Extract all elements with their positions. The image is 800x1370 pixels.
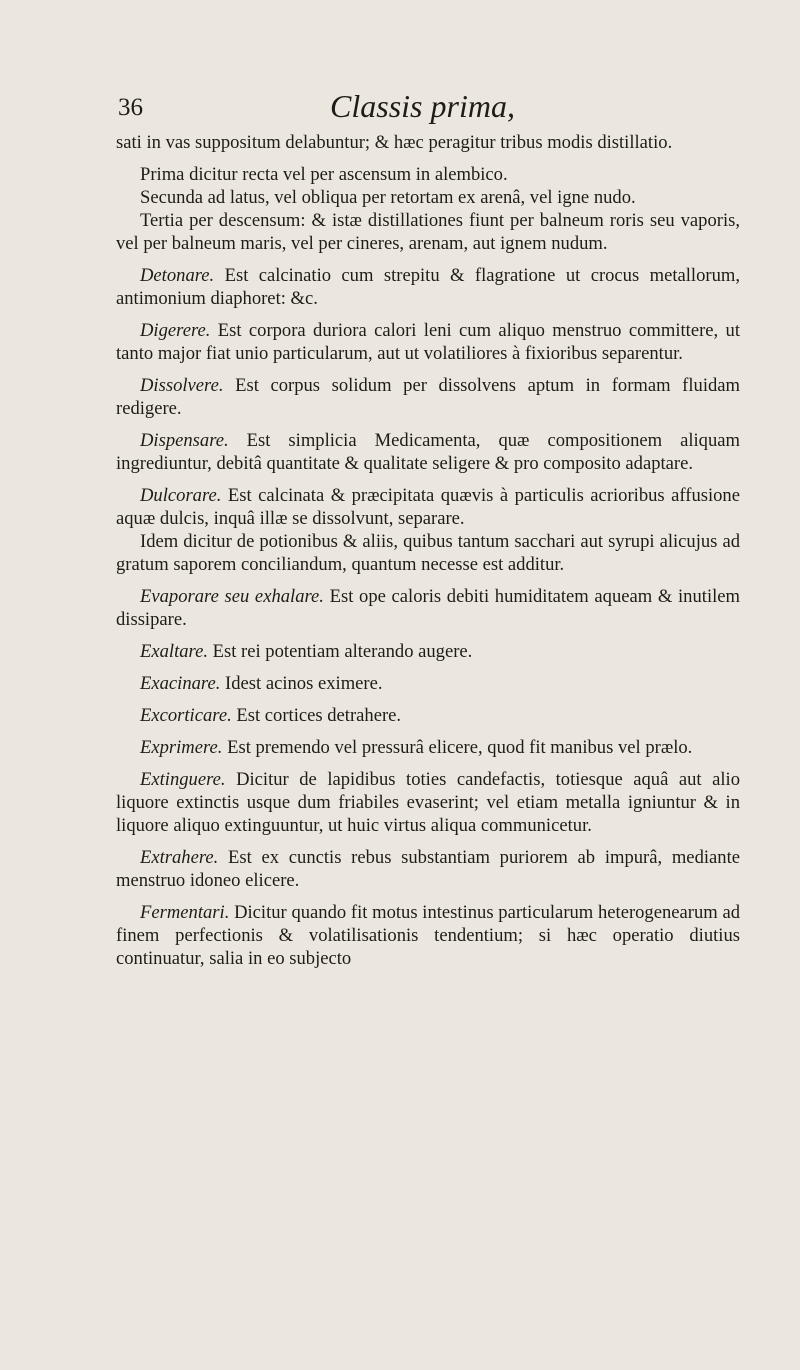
entry-paragraph (116, 704, 740, 727)
entry-text: Est cortices detrahere. (236, 705, 402, 726)
entry-text: Est ex cunctis rebus substantiam puriorem ab impurâ, mediante menstruo idoneo elicere. (116, 847, 740, 891)
entry-paragraph (116, 901, 740, 970)
entry-term: Exaltare. (140, 641, 208, 662)
entry-text: Idem dicitur de potionibus & aliis, quibus tantum sacchari aut syrupi alicujus ad gratum saporem conciliandum, quantum necesse est additur. (116, 531, 740, 575)
entry-term: Dulcorare. (140, 485, 222, 506)
entry-paragraph (116, 163, 740, 186)
page-body (116, 131, 740, 970)
entry-paragraph (116, 131, 740, 154)
entry-text: sati in vas suppositum delabuntur; & hæc peragitur tribus modis distillatio. (116, 132, 673, 153)
entry-paragraph (116, 530, 740, 576)
entry-paragraph (116, 319, 740, 365)
entry-paragraph (116, 585, 740, 631)
entry-text: Est corpus solidum per dissolvens aptum in formam fluidam redigere. (116, 375, 740, 419)
entry-text: Est rei potentiam alterando augere. (212, 641, 473, 662)
entry-term: Dispensare. (140, 430, 229, 451)
running-title: Classis prima, (330, 88, 515, 124)
entry-term: Digerere. (140, 320, 211, 341)
entry-term: Extrahere. (140, 847, 219, 868)
entry-term: Evaporare seu exhalare. (140, 586, 324, 607)
entry-paragraph (116, 768, 740, 837)
entry-paragraph (116, 484, 740, 530)
entry-text: Est calcinata & præcipitata quævis à particulis acrioribus affusione aquæ dulcis, inquâ illæ se dissolvunt, separare. (116, 485, 740, 529)
entry-text: Tertia per descensum: & istæ distillationes fiunt per balneum roris seu vaporis, vel per balneum maris, vel per cineres, arenam, aut ignem nudum. (116, 210, 740, 254)
entry-term: Exprimere. (140, 737, 223, 758)
entry-text: Est calcinatio cum strepitu & flagratione ut crocus metallorum, antimonium diaphoret: &c. (116, 265, 740, 309)
entry-term: Extinguere. (140, 769, 226, 790)
entry-term: Exacinare. (140, 673, 221, 694)
entry-paragraph (116, 429, 740, 475)
page-number: 36 (118, 94, 143, 121)
page-header (118, 88, 718, 128)
entry-paragraph (116, 209, 740, 255)
entry-paragraph (116, 374, 740, 420)
entry-term: Fermentari. (140, 902, 230, 923)
entry-text: Est simplicia Medicamenta, quæ compositionem aliquam ingrediuntur, debitâ quantitate & qualitate seligere & pro composito adaptare. (116, 430, 740, 474)
entry-paragraph (116, 846, 740, 892)
entry-text: Dicitur de lapidibus toties candefactis, totiesque aquâ aut alio liquore extinctis usque dum friabiles evaserint; vel etiam metalla igniuntur & in liquore aliquo extinguuntur, ut huic virtus aliqua communicetur. (116, 769, 740, 836)
entry-text: Est ope caloris debiti humiditatem aqueam & inutilem dissipare. (116, 586, 740, 630)
entry-term: Detonare. (140, 265, 215, 286)
entry-text: Est corpora duriora calori leni cum aliquo menstruo committere, ut tanto major fiat unio particularum, aut ut volatiliores à fixioribus separentur. (116, 320, 740, 364)
entry-paragraph (116, 672, 740, 695)
entry-paragraph (116, 640, 740, 663)
entry-term: Dissolvere. (140, 375, 224, 396)
entry-paragraph (116, 264, 740, 310)
entry-text: Idest acinos eximere. (225, 673, 383, 694)
entry-term: Excorticare. (140, 705, 232, 726)
entry-text: Prima dicitur recta vel per ascensum in alembico. (140, 164, 508, 185)
entry-paragraph (116, 736, 740, 759)
entry-text: Est premendo vel pressurâ elicere, quod fit manibus vel prælo. (227, 737, 693, 758)
entry-text: Secunda ad latus, vel obliqua per retortam ex arenâ, vel igne nudo. (140, 187, 636, 208)
entry-paragraph (116, 186, 740, 209)
entry-text: Dicitur quando fit motus intestinus particularum heterogenearum ad finem perfectionis & volatilisationis tendentium; si hæc operatio diutius continuatur, salia in eo subjecto (116, 902, 740, 969)
